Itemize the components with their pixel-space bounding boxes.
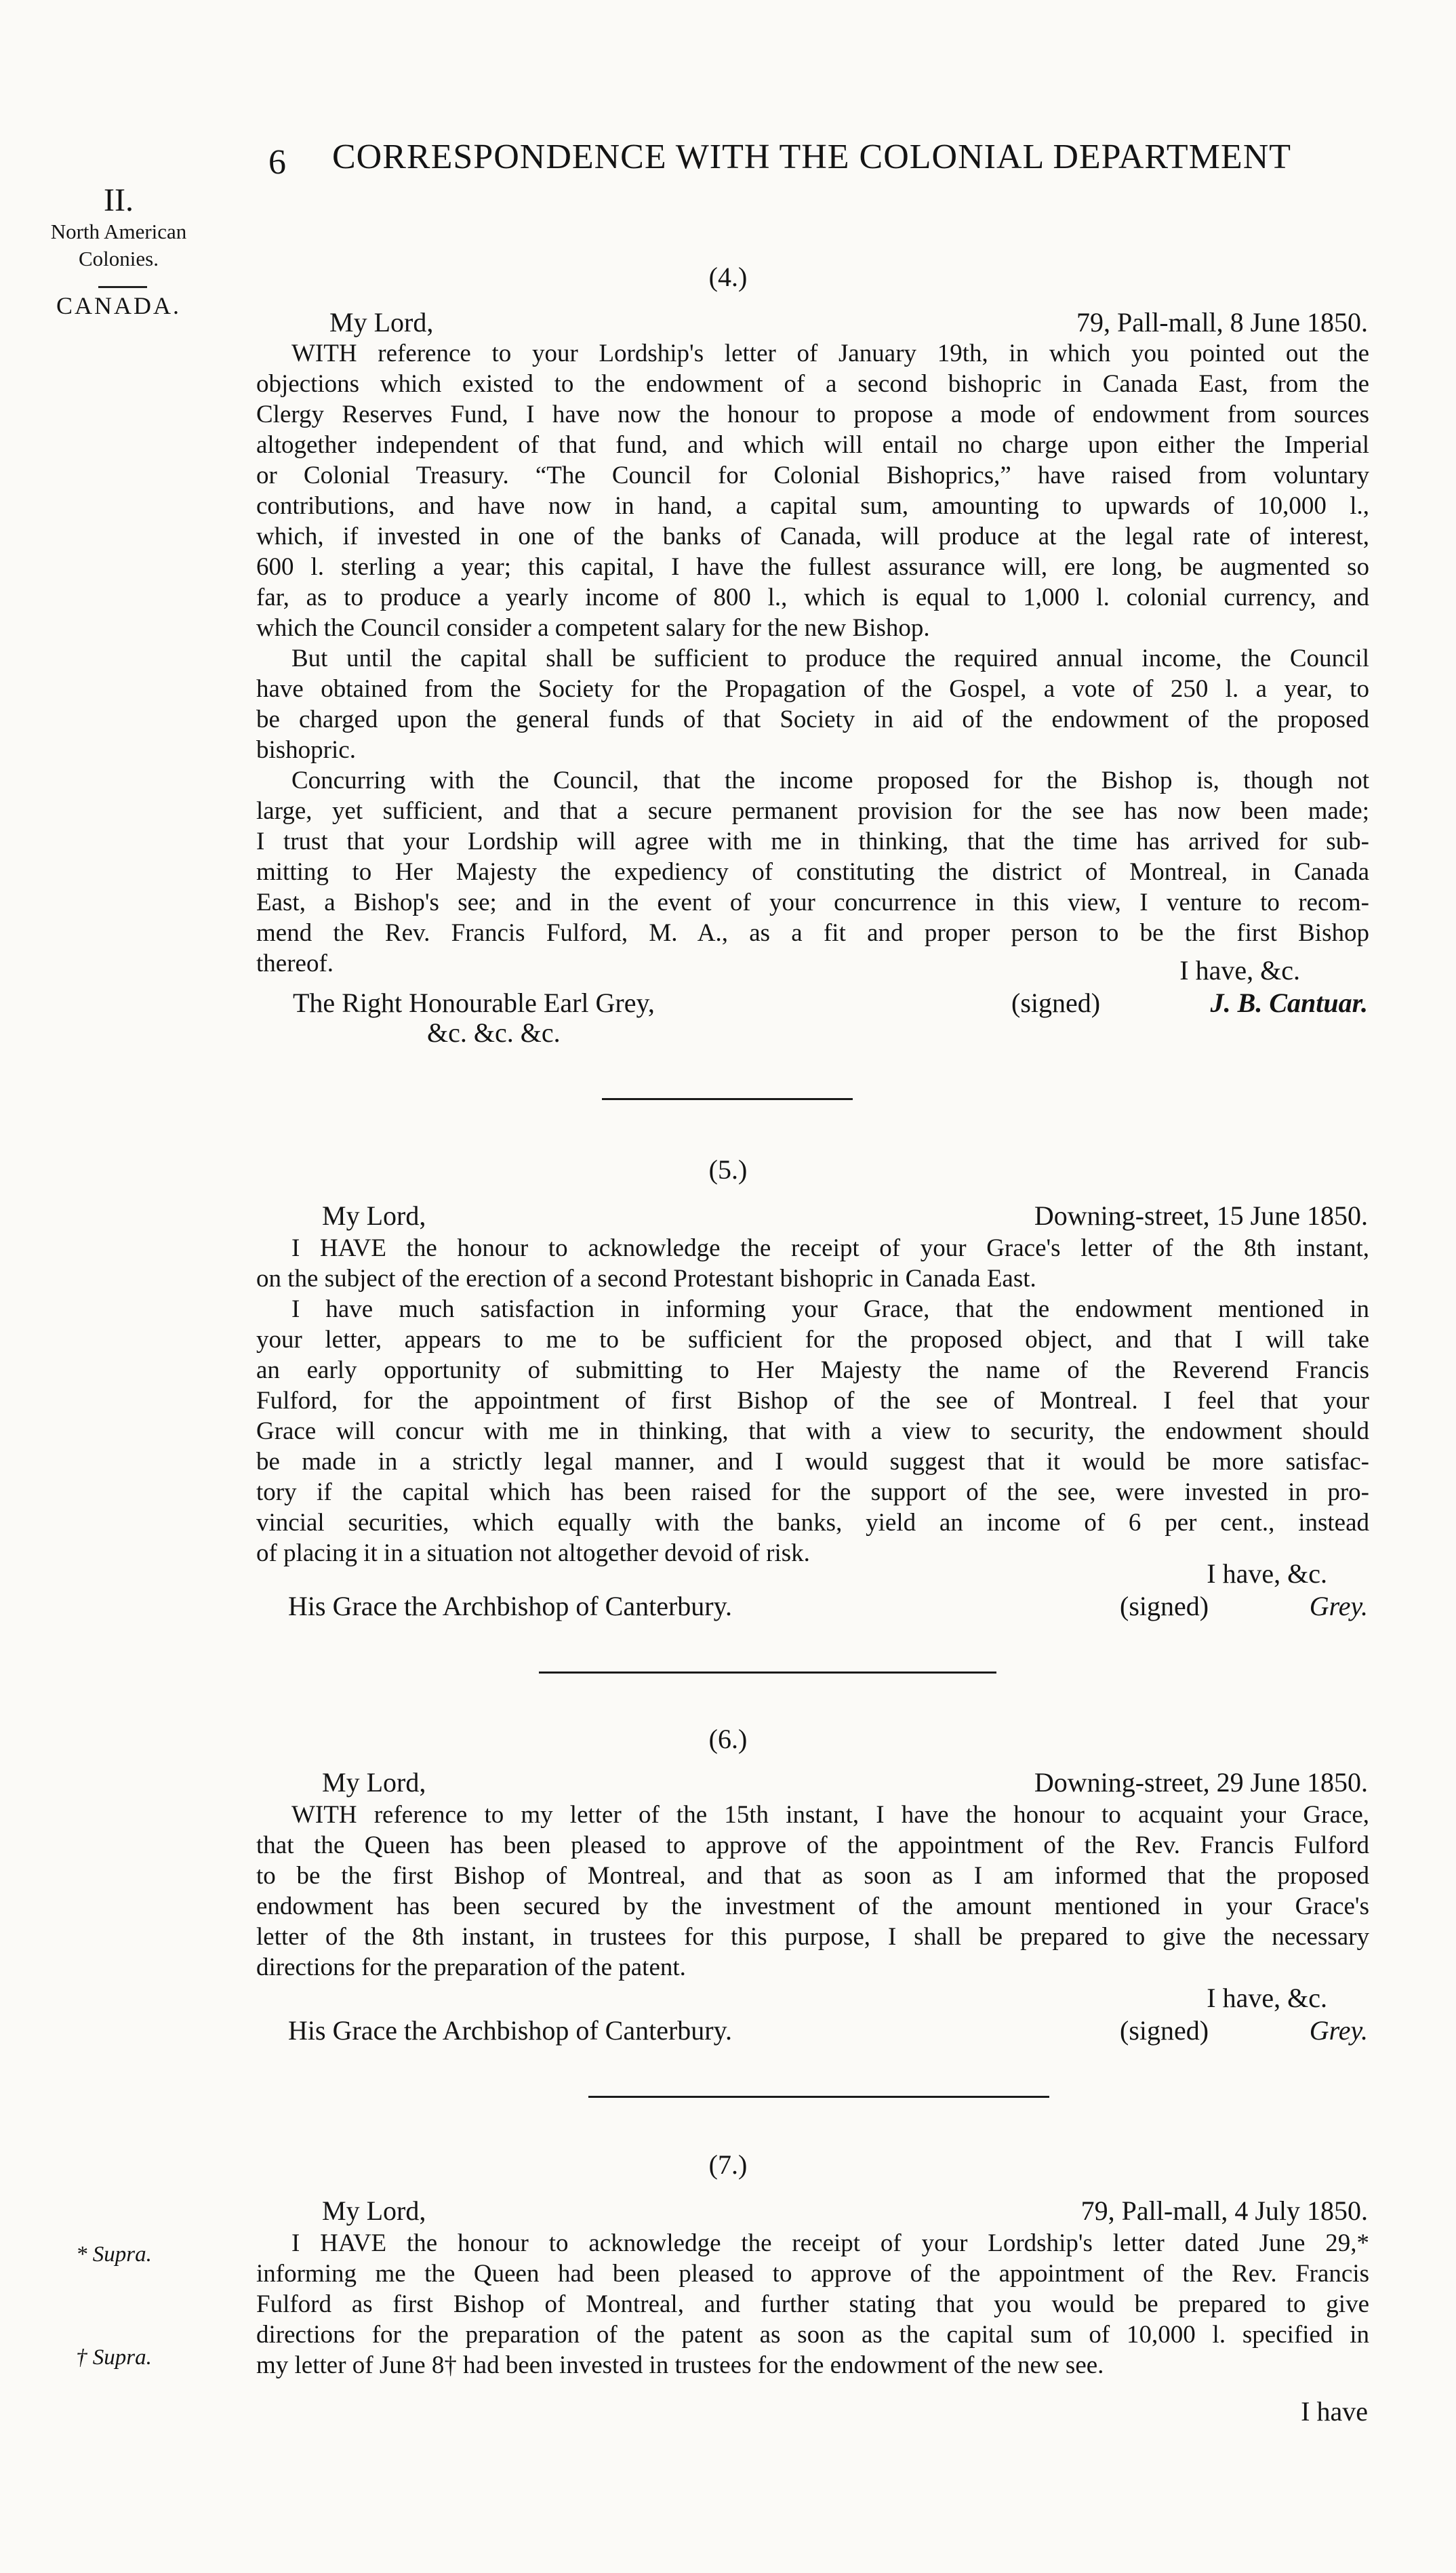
letter-4-signed: (signed) <box>1011 988 1101 1018</box>
letter-5-line: I have much satisfaction in informing your Grace, that the endowment mentioned in <box>291 1295 1369 1323</box>
letter-4-line: far, as to produce a yearly income of 800 l., which is equal to 1,000 l. colonial currency, and <box>256 584 1369 611</box>
letter-5-addressee: His Grace the Archbishop of Canterbury. <box>288 1591 732 1621</box>
letter-5-line: your letter, appears to me to be sufficient for the proposed object, and that I will take <box>256 1326 1369 1354</box>
letter-5-line: I HAVE the honour to acknowledge the receipt of your Grace's letter of the 8th instant, <box>291 1234 1369 1262</box>
letter-5-line: Fulford, for the appointment of first Bishop of the see of Montreal. I feel that your <box>256 1387 1369 1415</box>
letter-6-line: WITH reference to my letter of the 15th instant, I have the honour to acquaint your Grace, <box>291 1801 1369 1829</box>
letter-5-salutation: My Lord, <box>322 1200 426 1231</box>
letter-4-line: which the Council consider a competent salary for the new Bishop. <box>256 614 930 642</box>
catchword: I have <box>1301 2396 1368 2427</box>
letter-7-line: my letter of June 8† had been invested in trustees for the endowment of the new see. <box>256 2351 1104 2379</box>
letter-5-line: Grace will concur with me in thinking, that with a view to security, the endowment should <box>256 1417 1369 1445</box>
letter-4-line: or Colonial Treasury. “The Council for Colonial Bishoprics,” have raised from voluntary <box>256 462 1369 489</box>
letter-6-signed: (signed) <box>1120 2015 1209 2046</box>
letter-4-line: objections which existed to the endowment of a second bishopric in Canada East, from the <box>256 370 1369 398</box>
letter-4-signature: J. B. Cantuar. <box>1210 988 1368 1018</box>
section-divider <box>588 2096 1049 2098</box>
letter-5-signature: Grey. <box>1309 1591 1368 1621</box>
letter-4-line: which, if invested in one of the banks of Canada, will produce at the legal rate of interest, <box>256 523 1369 550</box>
letter-6-place-date: Downing-street, 29 June 1850. <box>1034 1767 1368 1798</box>
letter-6-line: endowment has been secured by the investment of the amount mentioned in your Grace's <box>256 1892 1369 1920</box>
letter-6-number: (6.) <box>708 1724 748 1754</box>
letter-4-salutation: My Lord, <box>329 307 434 338</box>
letter-4-line: Clergy Reserves Fund, I have now the honour to propose a mode of endowment from sources <box>256 401 1369 428</box>
letter-5-line: on the subject of the erection of a second Protestant bishopric in Canada East. <box>256 1265 1036 1293</box>
letter-7-line: Fulford as first Bishop of Montreal, and further stating that you would be prepared to give <box>256 2290 1369 2318</box>
letter-6-line: to be the first Bishop of Montreal, and that as soon as I am informed that the proposed <box>256 1862 1369 1890</box>
letter-4-line: mend the Rev. Francis Fulford, M. A., as a fit and proper person to be the first Bishop <box>256 919 1369 947</box>
letter-6-signature: Grey. <box>1309 2015 1368 2046</box>
letter-6-line: directions for the preparation of the patent. <box>256 1953 686 1981</box>
letter-4-line: mitting to Her Majesty the expediency of constituting the district of Montreal, in Canada <box>256 858 1369 886</box>
margin-region-line2: Colonies. <box>79 247 159 270</box>
section-divider <box>539 1672 996 1674</box>
letter-5-closing: I have, &c. <box>1207 1558 1327 1589</box>
section-divider <box>602 1098 853 1100</box>
letter-5-line: vincial securities, which equally with the banks, yield an income of 6 per cent., instead <box>256 1509 1369 1537</box>
letter-4-line: 600 l. sterling a year; this capital, I have the fullest assurance will, ere long, be augmented so <box>256 553 1369 581</box>
letter-4-line: WITH reference to your Lordship's letter of January 19th, in which you pointed out the <box>291 340 1369 367</box>
letter-4-line: thereof. <box>256 950 334 977</box>
running-title: CORRESPONDENCE WITH THE COLONIAL DEPARTMENT <box>332 138 1292 176</box>
letter-4-line: But until the capital shall be sufficient to produce the required annual income, the Council <box>291 645 1369 672</box>
letter-4-line: be charged upon the general funds of that Society in aid of the endowment of the proposed <box>256 706 1369 733</box>
letter-4-line: East, a Bishop's see; and in the event of your concurrence in this view, I venture to recom- <box>256 889 1369 916</box>
letter-5-signed: (signed) <box>1120 1591 1209 1621</box>
letter-4-line: altogether independent of that fund, and which will entail no charge upon either the Imperial <box>256 431 1369 459</box>
letter-7-line: directions for the preparation of the patent as soon as the capital sum of 10,000 l. specified in <box>256 2321 1369 2349</box>
letter-6-line: that the Queen has been pleased to approve of the appointment of the Rev. Francis Fulford <box>256 1831 1369 1859</box>
letter-6-line: letter of the 8th instant, in trustees for this purpose, I shall be prepared to give the necessary <box>256 1923 1369 1951</box>
margin-canada: CANADA. <box>56 292 181 319</box>
letter-4-number: (4.) <box>708 262 748 292</box>
margin-numeral: II. <box>104 182 134 218</box>
letter-4-line: contributions, and have now in hand, a capital sum, amounting to upwards of 10,000 l., <box>256 492 1369 520</box>
letter-5-line: an early opportunity of submitting to Her Majesty the name of the Reverend Francis <box>256 1356 1369 1384</box>
letter-7-salutation: My Lord, <box>322 2195 426 2226</box>
letter-4-line: bishopric. <box>256 736 356 764</box>
margin-note-supra-1: * Supra. <box>76 2242 152 2267</box>
page-number: 6 <box>268 143 286 182</box>
letter-5-number: (5.) <box>708 1154 748 1185</box>
letter-5-line: be made in a strictly legal manner, and I would suggest that it would be more satisfac- <box>256 1448 1369 1476</box>
letter-4-line: have obtained from the Society for the Propagation of the Gospel, a vote of 250 l. a year, to <box>256 675 1369 703</box>
letter-5-place-date: Downing-street, 15 June 1850. <box>1034 1200 1368 1231</box>
letter-4-line: I trust that your Lordship will agree with me in thinking, that the time has arrived for sub- <box>256 828 1369 855</box>
letter-6-closing: I have, &c. <box>1207 1983 1327 2013</box>
letter-7-number: (7.) <box>708 2149 748 2180</box>
letter-4-line: large, yet sufficient, and that a secure permanent provision for the see has now been made; <box>256 797 1369 825</box>
letter-5-line: of placing it in a situation not altogether devoid of risk. <box>256 1539 810 1567</box>
letter-7-line: I HAVE the honour to acknowledge the receipt of your Lordship's letter dated June 29,* <box>291 2229 1369 2257</box>
letter-4-line: Concurring with the Council, that the income proposed for the Bishop is, though not <box>291 767 1369 794</box>
letter-7-line: informing me the Queen had been pleased to approve of the appointment of the Rev. Francis <box>256 2260 1369 2288</box>
letter-4-place-date: 79, Pall-mall, 8 June 1850. <box>1076 307 1368 338</box>
letter-6-addressee: His Grace the Archbishop of Canterbury. <box>288 2015 732 2046</box>
letter-5-line: tory if the capital which has been raised for the support of the see, were invested in pro- <box>256 1478 1369 1506</box>
margin-note-supra-2: † Supra. <box>76 2345 152 2370</box>
letter-4-closing: I have, &c. <box>1179 955 1300 986</box>
letter-4-addressee: The Right Honourable Earl Grey, <box>293 988 655 1018</box>
letter-6-salutation: My Lord, <box>322 1767 426 1798</box>
margin-region-line1: North American <box>50 220 187 243</box>
letter-4-addressee-etc: &c. &c. &c. <box>427 1017 561 1048</box>
letter-7-place-date: 79, Pall-mall, 4 July 1850. <box>1080 2195 1368 2226</box>
